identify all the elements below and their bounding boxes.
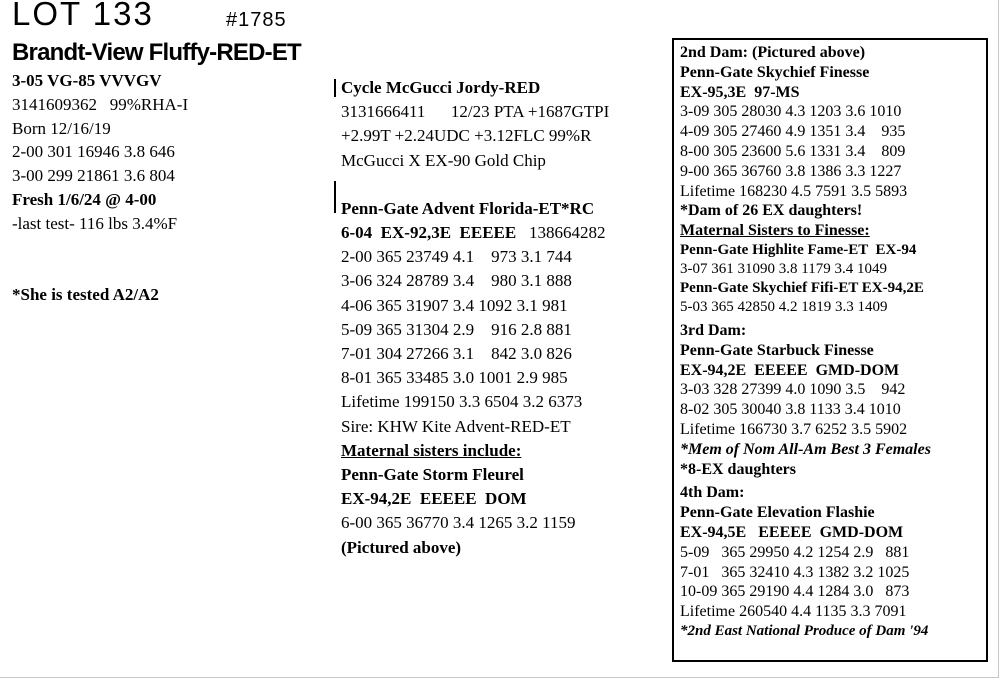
third-dam-record: 3-03 328 27399 4.0 1090 3.5 942 — [680, 381, 906, 399]
third-dam-lifetime: Lifetime 166730 3.7 6252 3.5 5902 — [680, 420, 908, 438]
lot-title: LOT 133 — [12, 0, 154, 32]
second-dam-heading: 2nd Dam: (Pictured above) — [680, 44, 866, 61]
column-divider-top — [334, 79, 336, 97]
finesse-sister-1-record: 3-07 361 31090 3.8 1179 3.4 1049 — [680, 260, 887, 277]
dam-sire: Sire: KHW Kite Advent-RED-ET — [341, 416, 571, 436]
sire-info-3: McGucci X EX-90 Gold Chip — [341, 150, 546, 170]
animal-registration: 3141609362 99%RHA-I — [12, 94, 189, 114]
dam-record: 8-01 365 33485 3.0 1001 2.9 985 — [341, 368, 568, 388]
fourth-dam-heading: 4th Dam: — [680, 484, 745, 502]
fourth-dam-record: 10-09 365 29190 4.4 1284 3.0 873 — [680, 583, 910, 601]
dam-classification-line — [341, 221, 609, 245]
sire-name: Cycle McGucci Jordy-RED — [341, 78, 541, 97]
sister-classification: EX-94,2E EEEEE DOM — [341, 489, 527, 509]
third-dam-note-1: *Mem of Nom All-Am Best 3 Females — [680, 440, 931, 458]
second-dam-record: 4-09 305 27460 4.9 1351 3.4 935 — [680, 123, 906, 141]
second-dam-note: *Dam of 26 EX daughters! — [680, 202, 863, 220]
second-dam-record: 3-09 305 28030 4.3 1203 3.6 1010 — [680, 103, 902, 121]
dam-record: 4-06 365 31907 3.4 1092 3.1 981 — [341, 295, 568, 315]
fourth-dam-record: 7-01 365 32410 4.3 1382 3.2 1025 — [680, 563, 910, 581]
sister-name: Penn-Gate Storm Fleurel — [341, 465, 524, 485]
pedigree-middle — [341, 76, 609, 560]
third-dam-name: Penn-Gate Starbuck Finesse — [680, 341, 874, 359]
animal-record: 2-00 301 16946 3.8 646 — [12, 142, 175, 162]
third-dam-note-2: *8-EX daughters — [680, 460, 797, 478]
third-dam-classification: EX-94,2E EEEEE GMD-DOM — [680, 361, 900, 379]
animal-info — [12, 69, 188, 236]
finesse-sister-2-name: Penn-Gate Skychief Fifi-ET EX-94,2E — [680, 279, 924, 296]
animal-record: 3-00 299 21861 3.6 804 — [12, 166, 175, 186]
finesse-sister-1-name: Penn-Gate Highlite Fame-ET EX-94 — [680, 241, 917, 258]
fourth-dam-classification: EX-94,5E EEEEE GMD-DOM — [680, 523, 904, 541]
fourth-dam-name: Penn-Gate Elevation Flashie — [680, 504, 875, 522]
finesse-sister-2-record: 5-03 365 42850 4.2 1819 3.3 1409 — [680, 298, 888, 315]
second-dam-record: 8-00 305 23600 5.6 1331 3.4 809 — [680, 142, 906, 160]
fourth-dam-record: 5-09 365 29950 4.2 1254 2.9 881 — [680, 543, 910, 561]
maternal-sisters-heading: Maternal sisters include: — [341, 440, 522, 460]
dam-classification: 6-04 EX-92,3E EEEEE — [341, 223, 517, 243]
dam-record: 3-06 324 28789 3.4 980 3.1 888 — [341, 271, 572, 291]
sire-info-2: +2.99T +2.24UDC +3.12FLC 99%R — [341, 126, 592, 146]
column-divider-mid — [334, 181, 336, 213]
third-dam-heading: 3rd Dam: — [680, 321, 747, 339]
animal-born: Born 12/16/19 — [12, 118, 111, 138]
animal-name: Brandt-View Fluffy-RED-ET — [12, 39, 301, 66]
dam-name: Penn-Gate Advent Florida-ET*RC — [341, 198, 595, 218]
dam-record: 7-01 304 27266 3.1 842 3.0 826 — [341, 344, 572, 364]
a2-note: *She is tested A2/A2 — [12, 285, 159, 304]
finesse-sisters-heading: Maternal Sisters to Finesse: — [680, 222, 870, 240]
fourth-dam-note: *2nd East National Produce of Dam '94 — [680, 622, 929, 639]
dam-record: 5-09 365 31304 2.9 916 2.8 881 — [341, 319, 572, 339]
dam-lifetime: Lifetime 199150 3.3 6504 3.2 6373 — [341, 392, 583, 412]
dam-record: 2-00 365 23749 4.1 973 3.1 744 — [341, 247, 572, 267]
second-dam-classification: EX-95,3E 97-MS — [680, 83, 800, 101]
pictured-note: (Pictured above) — [341, 537, 462, 557]
second-dam-lifetime: Lifetime 168230 4.5 7591 3.5 5893 — [680, 182, 908, 200]
third-dam-section — [680, 321, 986, 479]
animal-fresh: Fresh 1/6/24 @ 4-00 — [12, 189, 157, 209]
animal-classification: 3-05 VG-85 VVVGV — [12, 71, 162, 90]
fourth-dam-lifetime: Lifetime 260540 4.4 1135 3.3 7091 — [680, 603, 907, 621]
lot-number: #1785 — [226, 9, 287, 31]
second-dam-record: 9-00 365 36760 3.8 1386 3.3 1227 — [680, 162, 902, 180]
spacer — [341, 173, 609, 197]
dam-registration: 138664282 — [528, 223, 606, 243]
second-dam-name: Penn-Gate Skychief Finesse — [680, 63, 870, 81]
sire-info-1: 3131666411 12/23 PTA +1687GTPI — [341, 102, 610, 122]
fourth-dam-section — [680, 483, 986, 641]
ancestry-box — [672, 38, 988, 662]
third-dam-record: 8-02 305 30040 3.8 1133 3.4 1010 — [680, 401, 901, 419]
animal-last-test: -last test- 116 lbs 3.4%F — [12, 213, 178, 233]
sister-record: 6-00 365 36770 3.4 1265 3.2 1159 — [341, 513, 576, 533]
